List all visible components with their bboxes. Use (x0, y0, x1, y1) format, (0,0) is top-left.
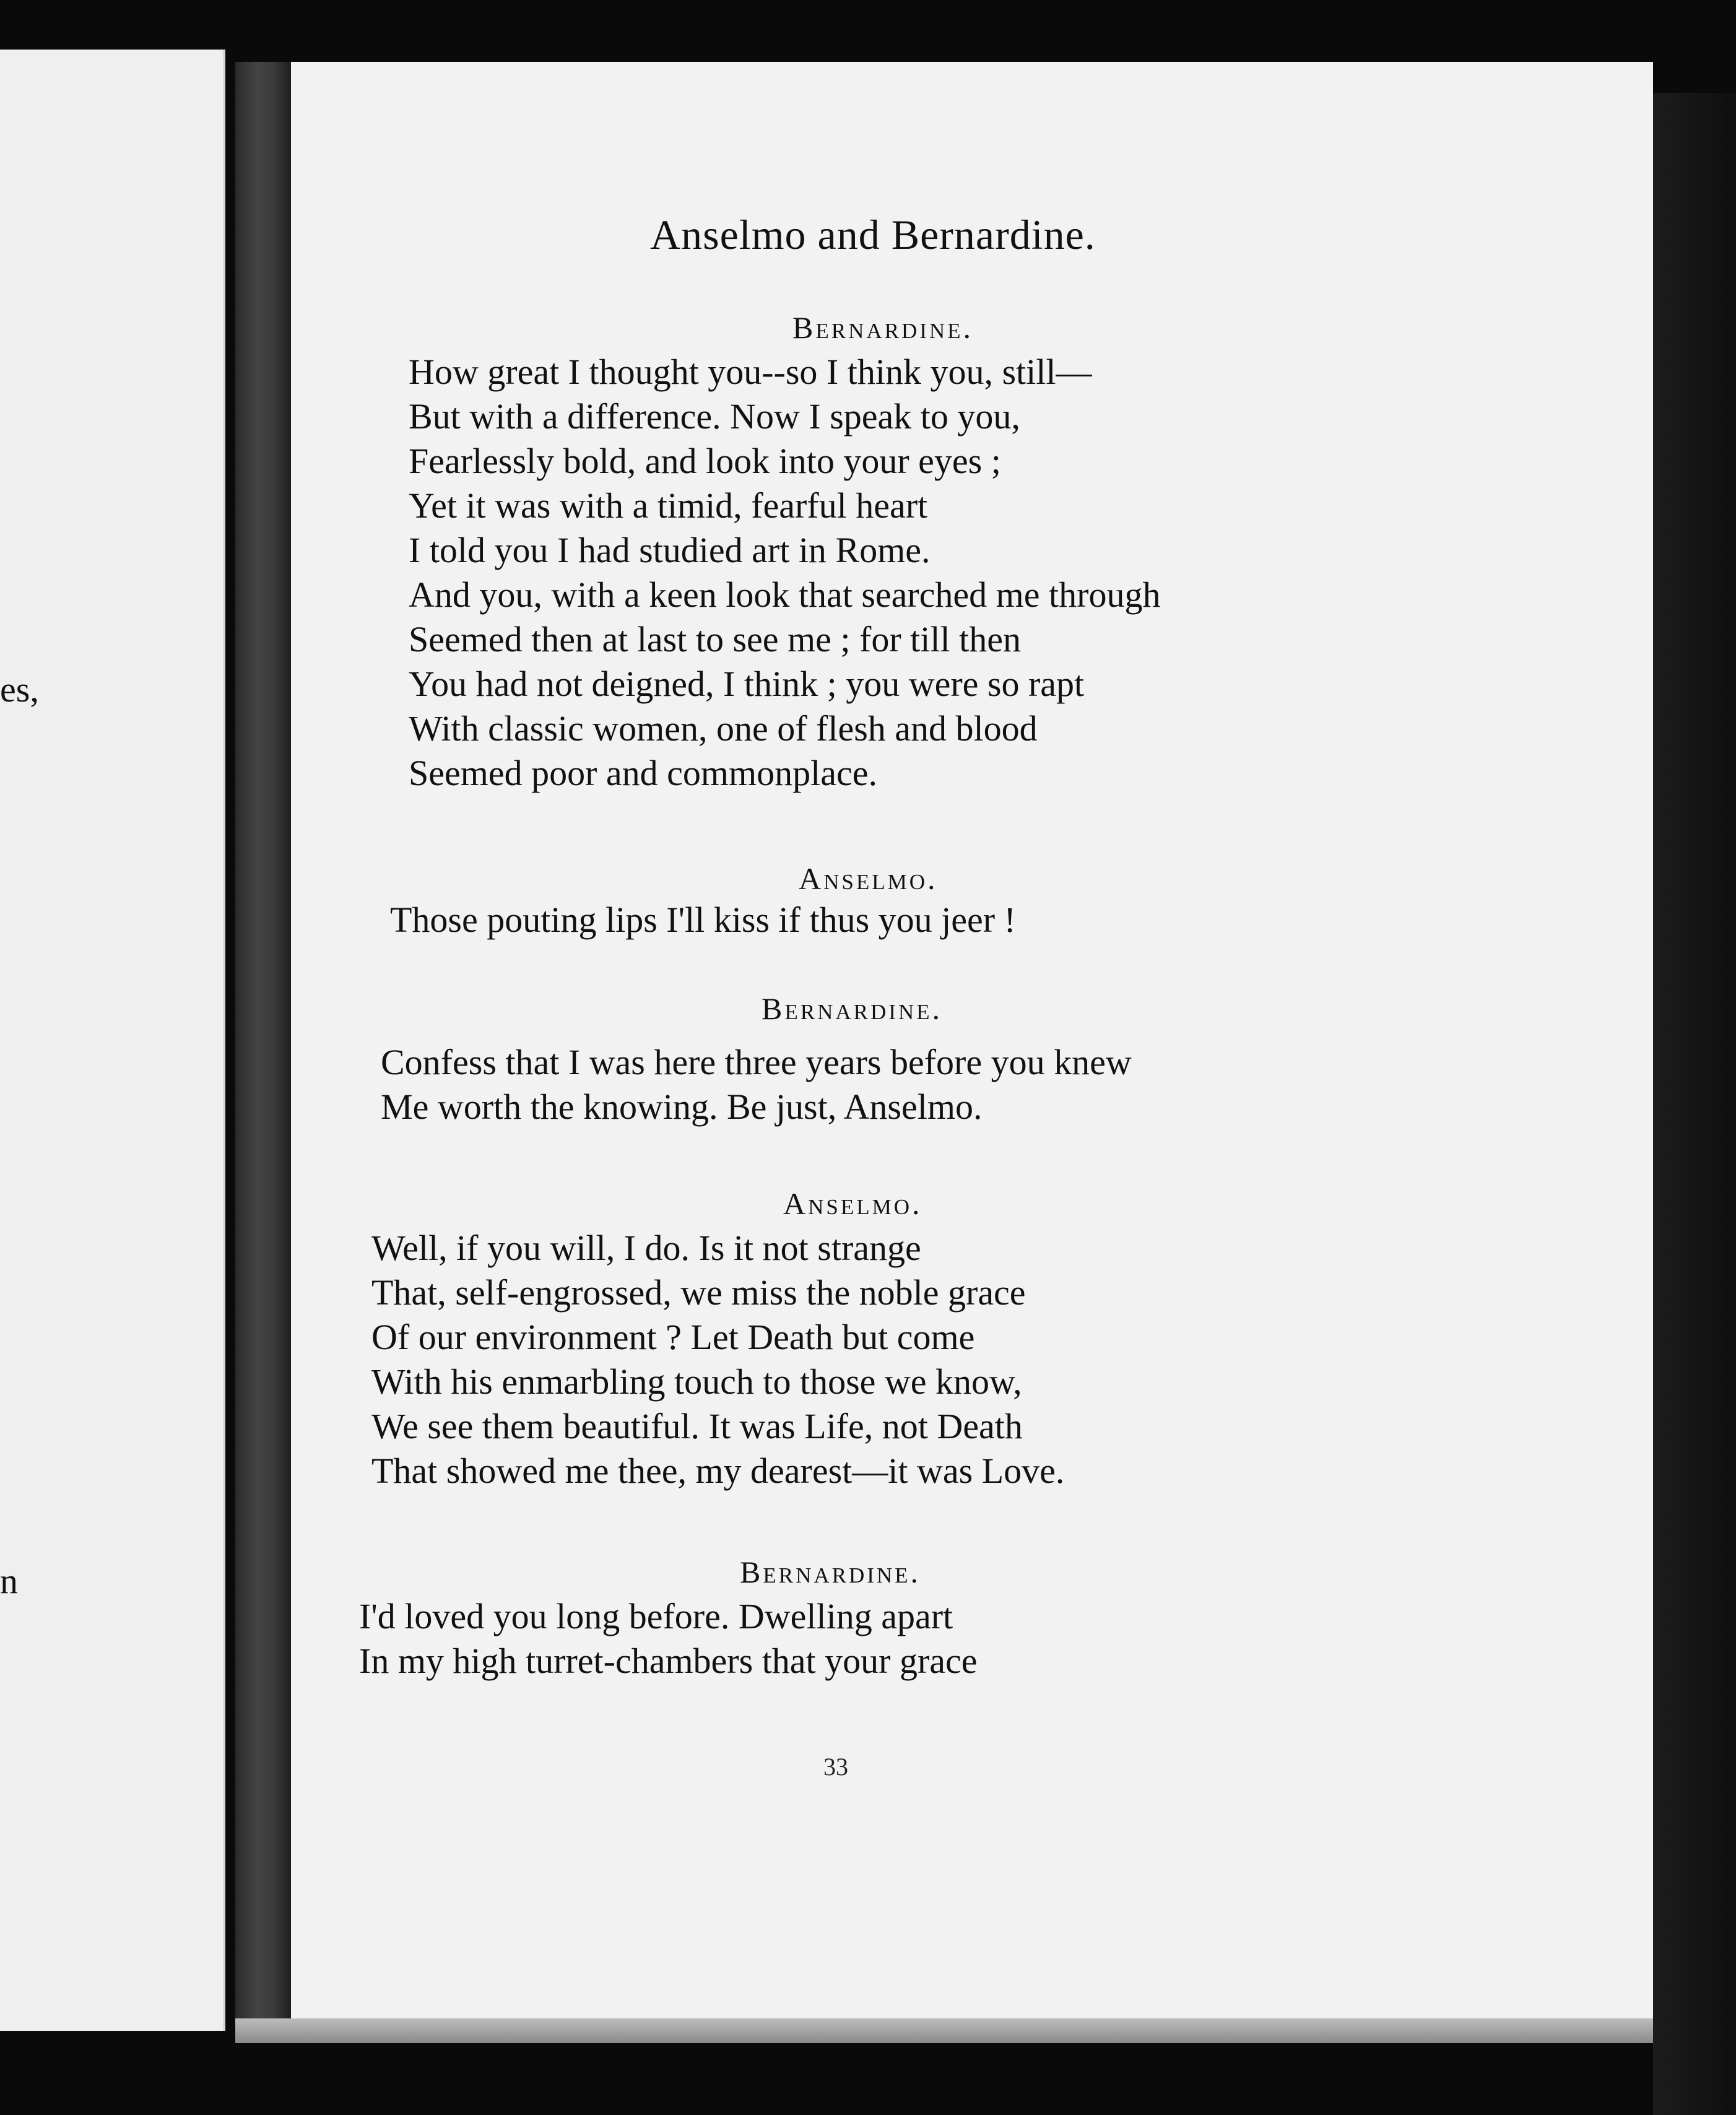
verse-stanza (371, 1226, 1064, 1493)
verse-line: With his enmarbling touch to those we know, (371, 1362, 1022, 1402)
verse-stanza (381, 1040, 1132, 1129)
verse-line: I told you I had studied art in Rome. (409, 530, 931, 570)
verse-stanza (359, 1594, 978, 1683)
verse-line: Of our environment ? Let Death but come (371, 1317, 975, 1357)
verse-line: Fearlessly bold, and look into your eyes ; (409, 441, 1001, 481)
verse-line: In my high turret-chambers that your grace (359, 1641, 978, 1681)
verse-line: That showed me thee, my dearest—it was Love. (371, 1451, 1065, 1491)
verse-line: Well, if you will, I do. Is it not strange (371, 1228, 921, 1268)
left-facing-page (0, 50, 225, 2031)
verse-line: How great I thought you--so I think you, still— (409, 352, 1092, 392)
verse-line: Yet it was with a timid, fearful heart (409, 485, 928, 526)
verse-line: Seemed poor and commonplace. (409, 753, 877, 793)
verse-line: We see them beautiful. It was Life, not Death (371, 1406, 1023, 1446)
speaker-heading: Bernardine. (792, 310, 974, 345)
verse-line: But with a difference. Now I speak to you, (409, 396, 1020, 436)
verse-line: And you, with a keen look that searched me through (409, 575, 1161, 615)
verse-line: With classic women, one of flesh and blood (409, 708, 1038, 749)
bottom-page-edge (235, 2018, 1653, 2043)
left-page-fragment: es, (0, 669, 39, 710)
verse-stanza (390, 898, 1016, 942)
verse-stanza (409, 350, 1160, 796)
speaker-heading: Anselmo. (799, 861, 938, 896)
poem-title: Anselmo and Bernardine. (650, 211, 1096, 258)
page-edge (1653, 93, 1736, 2115)
verse-line: Me worth the knowing. Be just, Anselmo. (381, 1087, 983, 1127)
verse-line: You had not deigned, I think ; you were so rapt (409, 664, 1085, 704)
book-gutter (235, 62, 291, 2031)
speaker-heading: Bernardine. (740, 1555, 921, 1589)
speaker-heading: Bernardine. (762, 991, 943, 1026)
verse-line: Those pouting lips I'll kiss if thus you jeer ! (390, 900, 1016, 940)
verse-line: I'd loved you long before. Dwelling apart (359, 1596, 953, 1636)
left-page-fragment: n (0, 1561, 18, 1601)
verse-line: Confess that I was here three years before you knew (381, 1042, 1132, 1082)
speaker-heading: Anselmo. (783, 1186, 922, 1221)
page-number: 33 (823, 1753, 848, 1781)
verse-line: That, self-engrossed, we miss the noble grace (371, 1272, 1026, 1313)
verse-line: Seemed then at last to see me ; for till then (409, 619, 1021, 659)
